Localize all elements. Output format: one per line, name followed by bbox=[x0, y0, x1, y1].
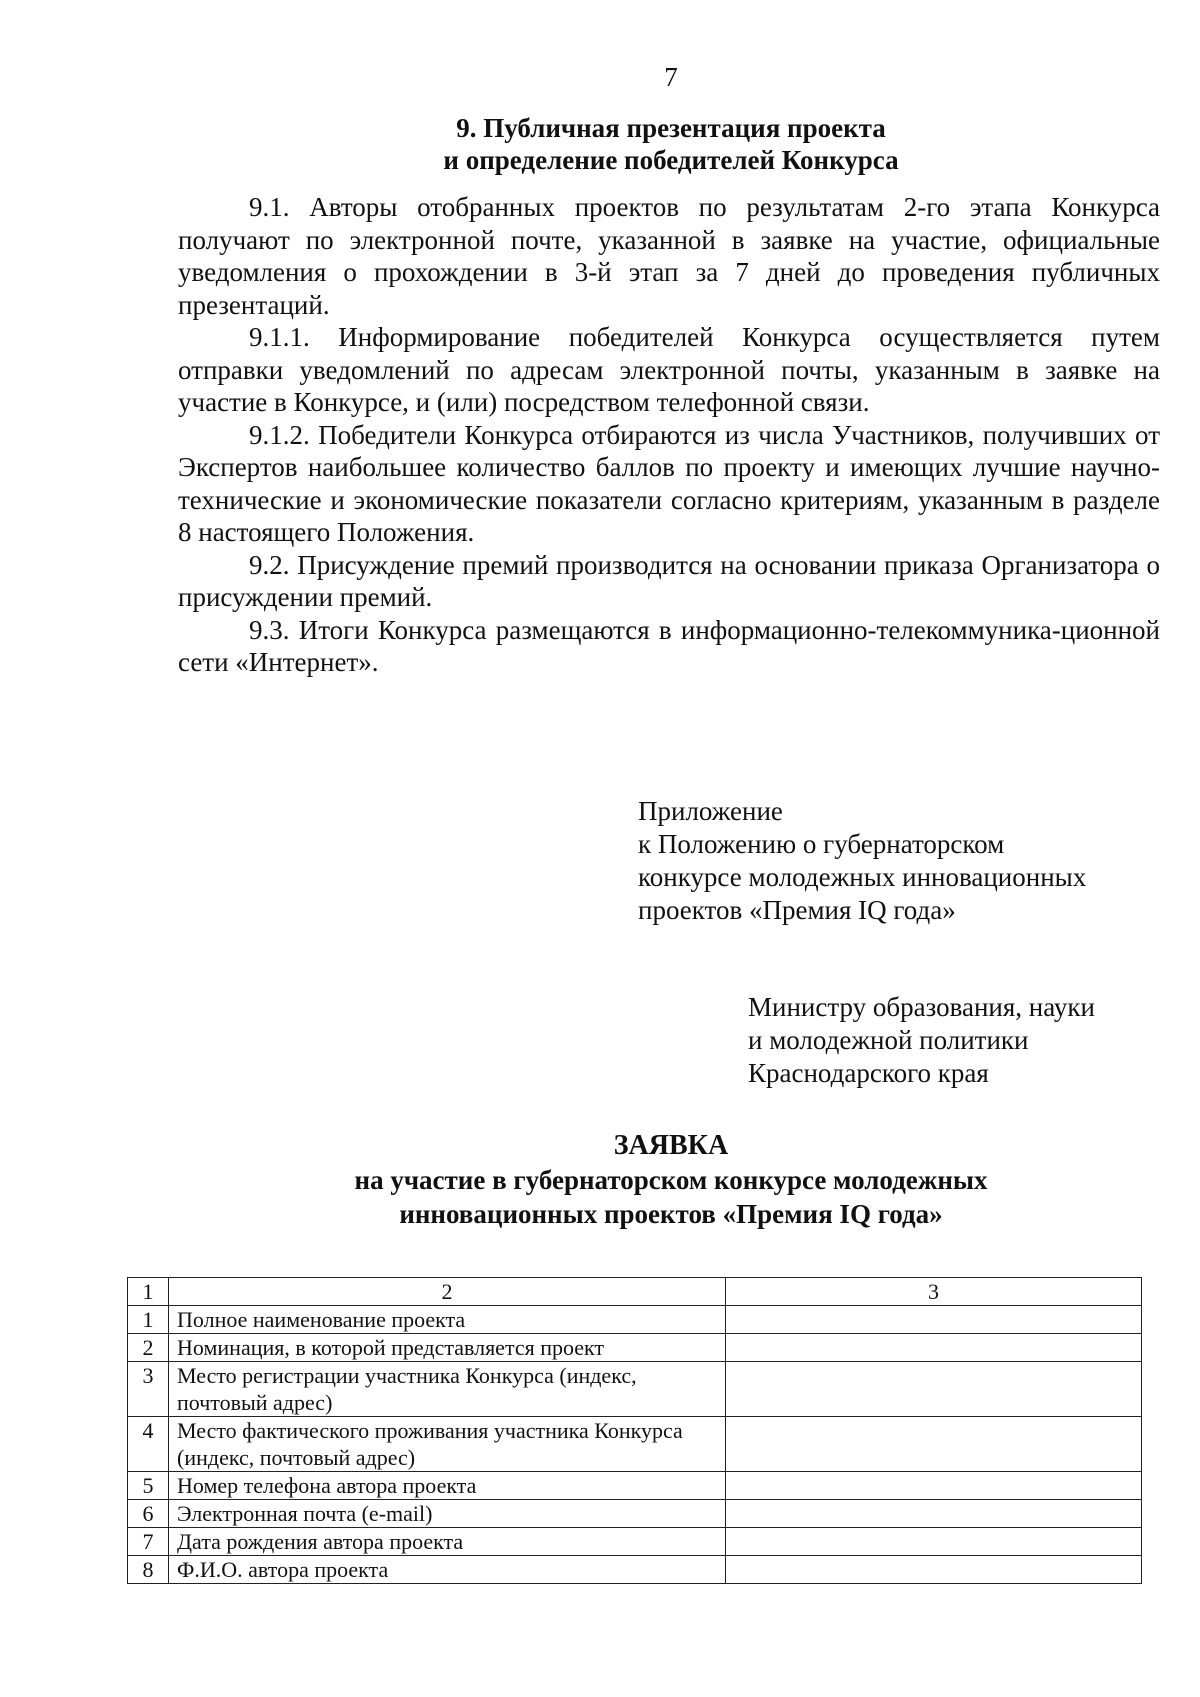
paragraph-9-1-1: 9.1.1. Информирование победителей Конкурса осуществляется путем отправки уведомлений по адресам электронной почты, указанным в заявке на участие в Конкурсе, и (или) посредством телефонной связи. bbox=[178, 322, 1160, 417]
table-row bbox=[128, 1472, 1142, 1500]
section-title-line1: 9. Публичная презентация проекта bbox=[456, 113, 886, 143]
table-row bbox=[128, 1306, 1142, 1334]
row-value-cell[interactable] bbox=[726, 1472, 1142, 1500]
table-header-row bbox=[128, 1278, 1142, 1306]
section-body bbox=[178, 191, 1160, 679]
application-subtitle-line2: инновационных проектов «Премия IQ года» bbox=[399, 1199, 943, 1229]
addressee-line: Министру образования, науки bbox=[748, 992, 1095, 1022]
paragraph-9-1: 9.1. Авторы отобранных проектов по результатам 2-го этапа Конкурса получают по электронной почте, указанной в заявке на участие, официальные уведомления о прохождении в 3-й этап за 7 дней до проведения публичных презентаций. bbox=[178, 192, 1160, 320]
addressee-line: и молодежной политики bbox=[748, 1025, 1029, 1055]
row-value-cell[interactable] bbox=[726, 1306, 1142, 1334]
section-title-line2: и определение победителей Конкурса bbox=[443, 145, 899, 175]
row-value-cell[interactable] bbox=[726, 1556, 1142, 1584]
row-field-name: Полное наименование проекта bbox=[169, 1306, 726, 1334]
row-field-name: Место регистрации участника Конкурса (индекс, почтовый адрес) bbox=[169, 1362, 726, 1417]
table-row bbox=[128, 1362, 1142, 1417]
paragraph-9-1-2: 9.1.2. Победители Конкурса отбираются из числа Участников, получивших от Экспертов наибольшее количество баллов по проекту и имеющих лучшие научно-технические и экономические показатели согласно критериям, указанным в разделе 8 настоящего Положения. bbox=[178, 419, 1160, 547]
page-number: 7 bbox=[664, 62, 678, 92]
paragraph-9-3: 9.3. Итоги Конкурса размещаются в информационно-телекоммуника-ционной сети «Интернет». bbox=[178, 614, 1160, 677]
row-number: 7 bbox=[128, 1528, 169, 1556]
column-header: 2 bbox=[169, 1278, 726, 1306]
row-number: 3 bbox=[128, 1362, 169, 1417]
application-subtitle-line1: на участие в губернаторском конкурсе молодежных bbox=[354, 1165, 988, 1195]
table-row bbox=[128, 1500, 1142, 1528]
paragraph-9-2: 9.2. Присуждение премий производится на основании приказа Организатора о присуждении премий. bbox=[178, 549, 1160, 612]
row-field-name: Место фактического проживания участника Конкурса (индекс, почтовый адрес) bbox=[169, 1417, 726, 1472]
application-heading bbox=[0, 1129, 1200, 1231]
row-value-cell[interactable] bbox=[726, 1362, 1142, 1417]
row-number: 2 bbox=[128, 1334, 169, 1362]
addressee-line: Краснодарского края bbox=[748, 1058, 989, 1088]
row-number: 1 bbox=[128, 1306, 169, 1334]
section-heading bbox=[0, 112, 1200, 176]
row-value-cell[interactable] bbox=[726, 1500, 1142, 1528]
column-header: 3 bbox=[726, 1278, 1142, 1306]
row-field-name: Ф.И.О. автора проекта bbox=[169, 1556, 726, 1584]
appendix-line: Приложение bbox=[638, 796, 783, 826]
appendix-line: к Положению о губернаторском bbox=[638, 829, 1005, 859]
row-number: 4 bbox=[128, 1417, 169, 1472]
table-row bbox=[128, 1334, 1142, 1362]
table-row bbox=[128, 1417, 1142, 1472]
row-value-cell[interactable] bbox=[726, 1528, 1142, 1556]
application-form-table bbox=[127, 1277, 1142, 1584]
appendix-note bbox=[638, 795, 1086, 927]
addressee-block bbox=[748, 991, 1095, 1090]
appendix-line: проектов «Премия IQ года» bbox=[638, 895, 956, 925]
row-field-name: Дата рождения автора проекта bbox=[169, 1528, 726, 1556]
row-field-name: Электронная почта (e-mail) bbox=[169, 1500, 726, 1528]
column-header: 1 bbox=[128, 1278, 169, 1306]
row-field-name: Номинация, в которой представляется проект bbox=[169, 1334, 726, 1362]
table-row bbox=[128, 1528, 1142, 1556]
row-number: 5 bbox=[128, 1472, 169, 1500]
row-field-name: Номер телефона автора проекта bbox=[169, 1472, 726, 1500]
table-row bbox=[128, 1556, 1142, 1584]
row-number: 6 bbox=[128, 1500, 169, 1528]
row-value-cell[interactable] bbox=[726, 1417, 1142, 1472]
row-number: 8 bbox=[128, 1556, 169, 1584]
row-value-cell[interactable] bbox=[726, 1334, 1142, 1362]
application-title: ЗАЯВКА bbox=[613, 1130, 729, 1161]
appendix-line: конкурсе молодежных инновационных bbox=[638, 862, 1087, 892]
